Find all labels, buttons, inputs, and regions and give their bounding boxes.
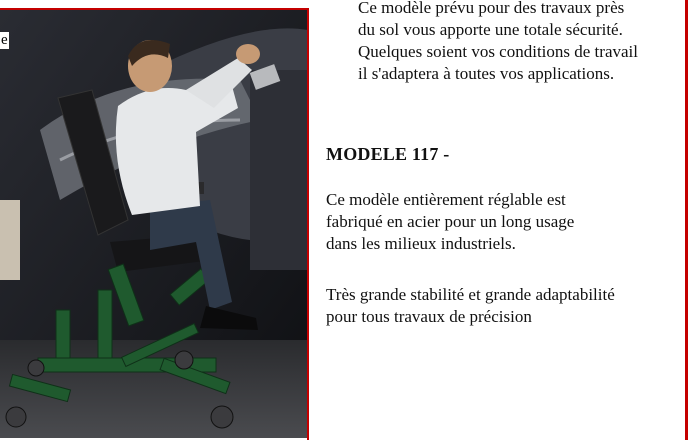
product-photo [0, 10, 308, 438]
photo-right-border [307, 10, 309, 440]
intro-line: Quelques soient vos conditions de travail [358, 42, 638, 61]
description-line: dans les milieux industriels. [326, 234, 516, 253]
description-line: fabriqué en acier pour un long usage [326, 212, 575, 231]
intro-line: il s'adaptera à toutes vos applications. [358, 64, 615, 83]
features-line: pour tous travaux de précision [326, 307, 532, 326]
chair-photo-illustration [0, 10, 308, 438]
features-line: Très grande stabilité et grande adaptabilité [326, 285, 615, 304]
intro-line: Ce modèle prévu pour des travaux près [358, 0, 625, 17]
intro-paragraph [358, 0, 688, 85]
model-title: MODELE 117 - [326, 144, 450, 164]
features-paragraph [326, 284, 615, 328]
description-paragraph [326, 189, 574, 255]
photo-edge-text: e [1, 32, 8, 48]
description-line: Ce modèle entièrement réglable est [326, 190, 566, 209]
intro-line: du sol vous apporte une totale sécurité. [358, 20, 623, 39]
